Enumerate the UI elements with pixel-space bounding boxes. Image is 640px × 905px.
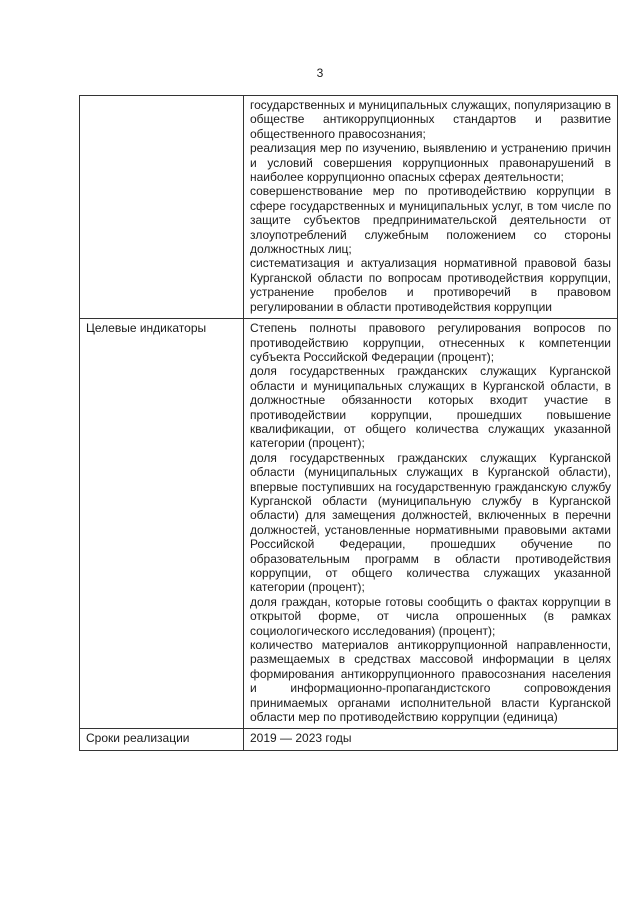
list-item: Степень полноты правового регулирования вопросов по противодействию коррупции, отнесенных к компетенции субъекта Российской Федерации (процент); [250, 321, 611, 364]
list-item: реализация мер по изучению, выявлению и устранению причин и условий совершения коррупционных правонарушений в наиболее коррупционно опасных сферах деятельности; [250, 141, 611, 185]
table-row [80, 729, 618, 750]
list-item: систематизация и актуализация нормативной правовой базы Курганской области по вопросам противодействия коррупции, устранение пробелов и противоречий в правовом регулировании в области противодействия коррупции [250, 256, 611, 314]
row-label: Сроки реализации [80, 729, 244, 750]
table-row [80, 96, 618, 319]
list-item: количество материалов антикоррупционной направленности, размещаемых в средствах массовой информации в целях формирования антикоррупционного правосознания населения и информационно-пропагандистского сопровождения принимаемых органами исполнительной власти Курганской области мер по противодействию коррупции (единица) [250, 638, 611, 725]
list-item: государственных и муниципальных служащих, популяризацию в обществе антикоррупционных стандартов и развитие общественного правосознания; [250, 98, 611, 141]
page-number: 3 [316, 66, 324, 80]
program-passport-table [79, 95, 618, 751]
list-item: доля государственных гражданских служащих Курганской области и муниципальных служащих в Курганской области, в должностные обязанности которых входит участие в противодействии коррупции, прошедших повышение квалификации, от общего количества служащих указанной категории (процент); [250, 364, 611, 451]
row-label: Целевые индикаторы [80, 319, 244, 729]
row-content [244, 319, 618, 729]
table-row [80, 319, 618, 729]
list-item: доля государственных гражданских служащих Курганской области (муниципальных служащих в Курганской области), впервые поступивших на государственную гражданскую службу Курганской области (муниципальную службу в Курганской области) для замещения должностей, включенных в перечни должностей, установленные нормативными правовыми актами Российской Федерации, прошедших обучение по образовательным программ в области противодействия коррупции, от общего количества служащих указанной категории (процент); [250, 450, 611, 595]
list-item: 2019 — 2023 годы [250, 731, 352, 746]
row-label [80, 96, 244, 319]
list-item: доля граждан, которые готовы сообщить о фактах коррупции в открытой форме, от числа опрошенных (в рамках социологического исследования) (процент); [250, 594, 611, 638]
row-content [244, 729, 618, 750]
row-content [244, 96, 618, 319]
list-item: совершенствование мер по противодействию коррупции в сфере государственных и муниципальных услуг, в том числе по защите субъектов предпринимательской деятельности от злоупотреблений служебным положением со стороны должностных лиц; [250, 184, 611, 257]
